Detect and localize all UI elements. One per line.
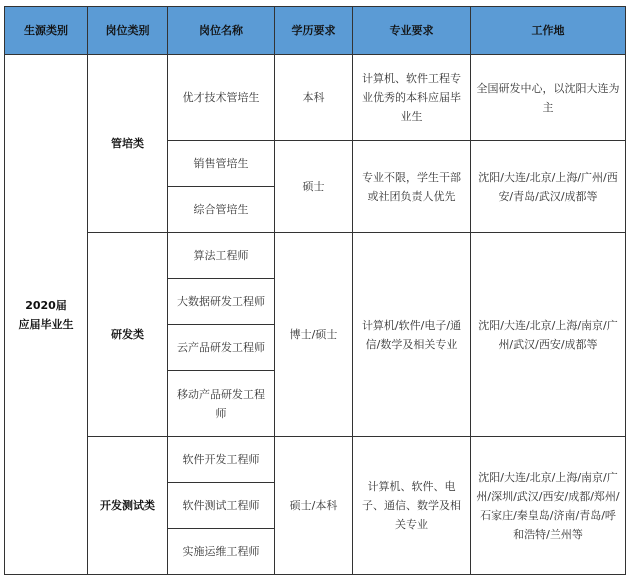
position-name-cell: 优才技术管培生	[168, 55, 275, 141]
header-row	[5, 7, 626, 55]
major-cell: 计算机、软件工程专业优秀的本科应届毕业生	[353, 55, 471, 141]
table-row	[5, 437, 626, 483]
major-cell: 计算机、软件、电子、通信、数学及相关专业	[353, 437, 471, 575]
source-category-cell	[5, 55, 88, 575]
education-cell: 博士/硕士	[275, 233, 353, 437]
header-source-category: 生源类别	[5, 7, 88, 55]
position-name-cell: 大数据研发工程师	[168, 279, 275, 325]
recruitment-table	[4, 6, 626, 575]
position-category-cell: 开发测试类	[88, 437, 168, 575]
location-cell: 沈阳/大连/北京/上海/南京/广州/深圳/武汉/西安/成都/郑州/石家庄/秦皇岛/济南/青岛/呼和浩特/兰州等	[471, 437, 626, 575]
education-cell: 本科	[275, 55, 353, 141]
position-name-cell: 云产品研发工程师	[168, 325, 275, 371]
header-position-name: 岗位名称	[168, 7, 275, 55]
source-category: 2020届 应届毕业生	[18, 298, 74, 331]
position-name-cell: 移动产品研发工程师	[168, 371, 275, 437]
education-cell: 硕士/本科	[275, 437, 353, 575]
header-position-category: 岗位类别	[88, 7, 168, 55]
position-name-cell: 软件测试工程师	[168, 483, 275, 529]
major-cell: 计算机/软件/电子/通信/数学及相关专业	[353, 233, 471, 437]
header-major: 专业要求	[353, 7, 471, 55]
major-cell: 专业不限，学生干部或社团负责人优先	[353, 141, 471, 233]
table-row	[5, 233, 626, 279]
position-name-cell: 综合管培生	[168, 187, 275, 233]
position-name-cell: 算法工程师	[168, 233, 275, 279]
table-row	[5, 55, 626, 141]
header-education: 学历要求	[275, 7, 353, 55]
education-cell: 硕士	[275, 141, 353, 233]
header-location: 工作地	[471, 7, 626, 55]
position-name-cell: 实施运维工程师	[168, 529, 275, 575]
location-cell: 全国研发中心，以沈阳大连为主	[471, 55, 626, 141]
position-name-cell: 销售管培生	[168, 141, 275, 187]
position-name-cell: 软件开发工程师	[168, 437, 275, 483]
position-category-cell: 管培类	[88, 55, 168, 233]
location-cell: 沈阳/大连/北京/上海/南京/广州/武汉/西安/成都等	[471, 233, 626, 437]
location-cell: 沈阳/大连/北京/上海/广州/西安/青岛/武汉/成都等	[471, 141, 626, 233]
position-category-cell: 研发类	[88, 233, 168, 437]
